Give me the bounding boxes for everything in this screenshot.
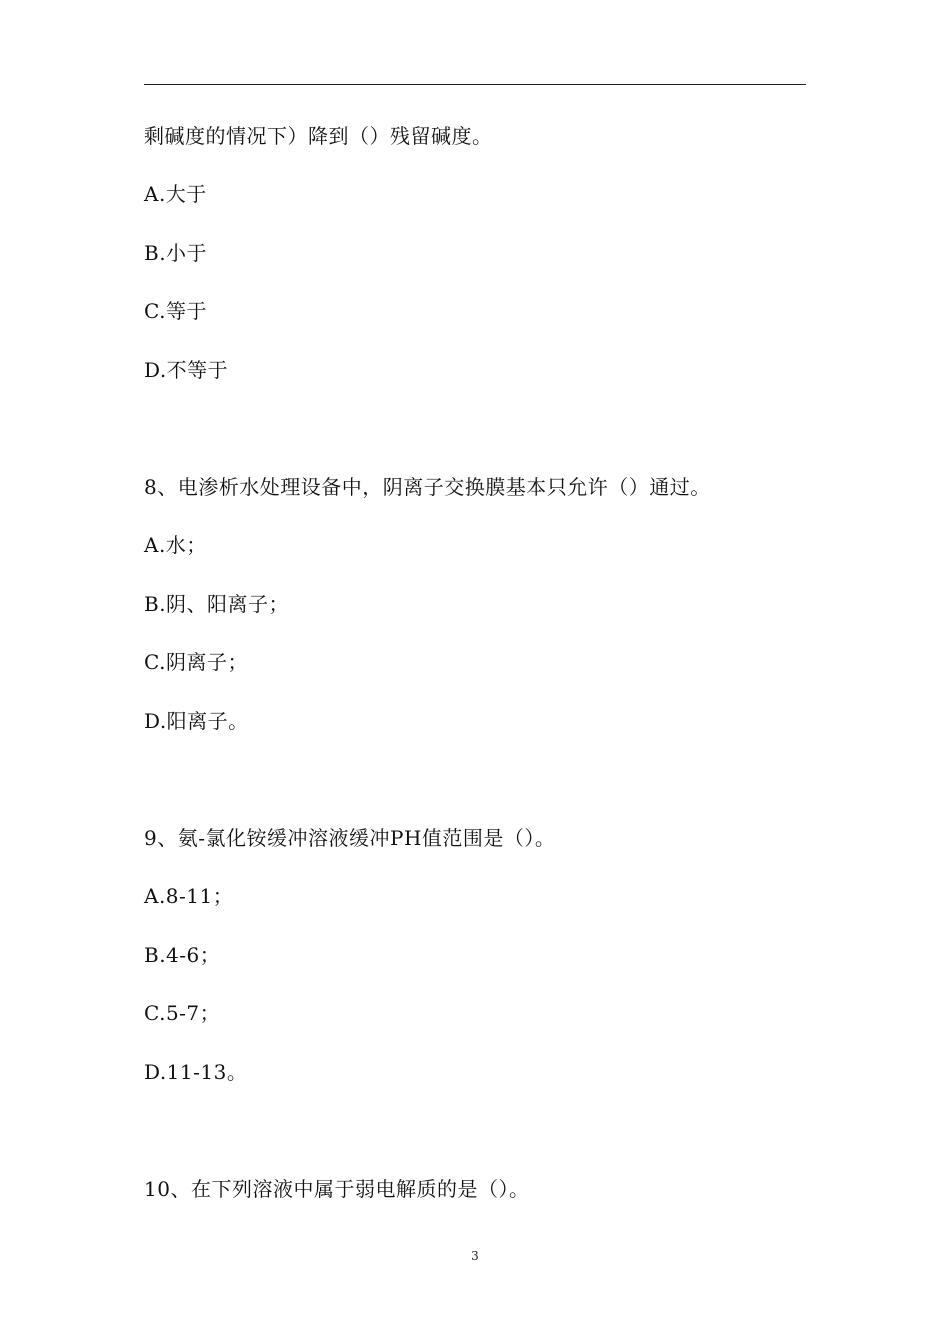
question-8-text: 8、电渗析水处理设备中，阴离子交换膜基本只允许（）通过。 (144, 475, 711, 499)
question-9-text: 9、氨-氯化铵缓冲溶液缓冲PH值范围是（）。 (144, 826, 556, 850)
question-9-option-c: C.5-7； (144, 1001, 221, 1025)
page-number: 3 (471, 1249, 479, 1263)
question-continuation-text: 剩碱度的情况下）降到（）残留碱度。 (144, 124, 493, 148)
question-8-option-d: D.阳离子。 (144, 709, 249, 733)
question-9-option-a: A.8-11； (144, 884, 234, 908)
question-9-option-d: D.11-13。 (144, 1060, 248, 1084)
question-8-option-a: A.水； (144, 533, 207, 557)
option-c: C.等于 (144, 299, 207, 323)
option-d: D.不等于 (144, 358, 229, 382)
question-8-option-b: B.阴、阳离子； (144, 592, 290, 616)
header-rule (144, 84, 806, 85)
question-9-option-b: B.4-6； (144, 943, 221, 967)
question-10-text: 10、在下列溶液中属于弱电解质的是（）。 (144, 1177, 530, 1201)
option-b: B.小于 (144, 241, 208, 265)
option-a: A.大于 (144, 182, 207, 206)
question-8-option-c: C.阴离子； (144, 650, 248, 674)
